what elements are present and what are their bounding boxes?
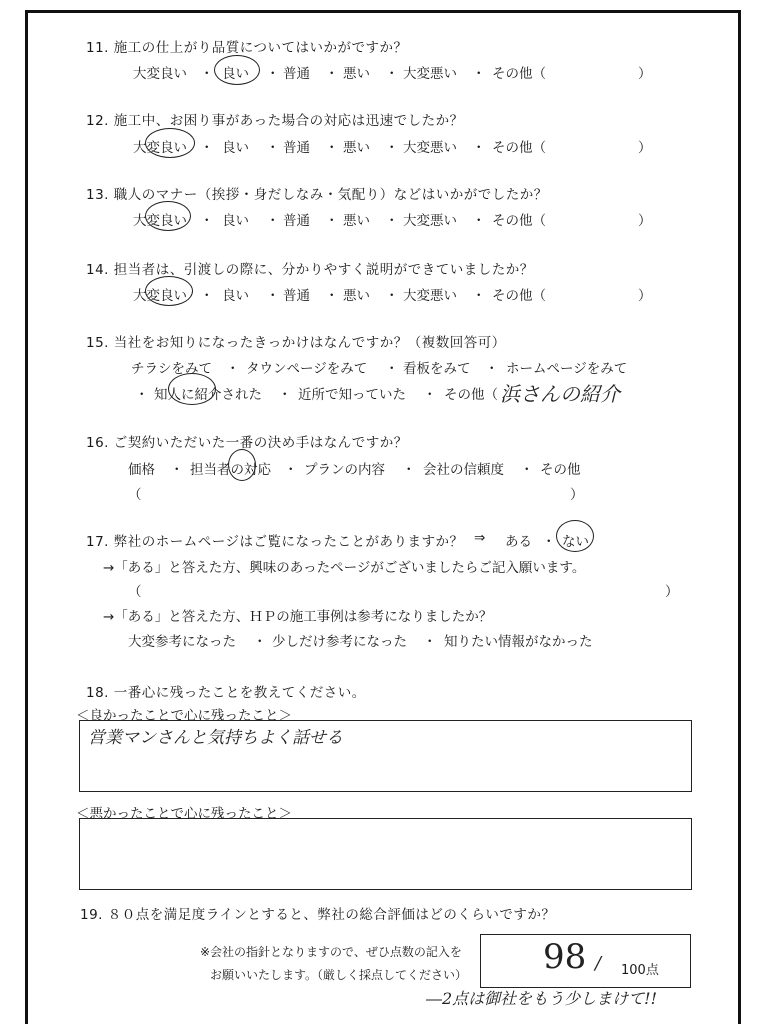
q12-option-very-good[interactable]: 大変良い: [133, 140, 187, 156]
q16-question: [86, 431, 408, 451]
q12-option-other[interactable]: その他（: [492, 140, 546, 156]
separator: ・: [135, 387, 149, 403]
q18-good-answer-box[interactable]: [79, 720, 692, 792]
q17-question: [86, 530, 464, 550]
separator: ・: [485, 361, 499, 377]
q16-option-plan[interactable]: プランの内容: [304, 462, 385, 478]
separator: ・: [472, 288, 486, 304]
q14-option-bad[interactable]: 悪い: [343, 288, 370, 304]
q11-text: 施工の仕上がり品質についてはいかがですか？: [113, 40, 408, 56]
q11-option-bad[interactable]: 悪い: [343, 66, 370, 82]
separator: ・: [200, 140, 214, 156]
q15-number: 15.: [86, 335, 109, 351]
q17-selected-circle: [556, 520, 594, 552]
q18-number: 18.: [86, 685, 109, 701]
q11-number: 11.: [86, 40, 109, 56]
q12-question: [86, 109, 464, 129]
separator: ・: [472, 66, 486, 82]
separator: ・: [542, 534, 556, 550]
separator: ・: [402, 462, 416, 478]
separator: ・: [325, 288, 339, 304]
separator: ・: [385, 361, 399, 377]
separator: ・: [385, 213, 399, 229]
paren-close: ）: [638, 288, 652, 304]
q16-option-trust[interactable]: 会社の信頼度: [423, 462, 504, 478]
separator: ・: [385, 140, 399, 156]
q11-option-very-bad[interactable]: 大変悪い: [403, 66, 457, 82]
q15-option-nearby[interactable]: 近所で知っていた: [298, 387, 406, 403]
paren-close: ）: [638, 140, 652, 156]
separator: ・: [266, 213, 280, 229]
q13-number: 13.: [86, 187, 109, 203]
q15-selected-circle: [168, 373, 216, 405]
q12-option-very-bad[interactable]: 大変悪い: [403, 140, 457, 156]
q19-question: [80, 903, 555, 923]
paren-close: ）: [665, 584, 679, 600]
q15-option-flyer[interactable]: チラシをみて: [131, 361, 212, 377]
q17-option-slightly-helpful[interactable]: 少しだけ参考になった: [272, 634, 407, 650]
q17-sub1: →「ある」と答えた方、興味のあったページがございましたらご記入願います。: [103, 560, 586, 576]
separator: ・: [325, 140, 339, 156]
q14-option-very-bad[interactable]: 大変悪い: [403, 288, 457, 304]
q13-selected-circle: [145, 201, 191, 231]
q16-option-staff[interactable]: 担当者の対応: [190, 462, 271, 478]
q15-option-homepage[interactable]: ホームページをみて: [506, 361, 628, 377]
q11-option-good[interactable]: 良い: [222, 66, 249, 82]
q15-question: [86, 331, 506, 351]
q19-score-max: 100点: [621, 963, 659, 978]
separator: ・: [200, 213, 214, 229]
q17-sub2: →「ある」と答えた方、ＨＰの施工事例は参考になりましたか？: [103, 609, 493, 625]
q12-number: 12.: [86, 113, 109, 129]
q18-question: [86, 681, 366, 701]
separator: ・: [278, 387, 292, 403]
q19-score-value: 98: [543, 937, 587, 977]
paren-open: （: [128, 584, 142, 600]
q15-option-referral[interactable]: 知人に紹介された: [154, 387, 262, 403]
q17-option-no[interactable]: ない: [562, 534, 589, 550]
q19-note-line2: お願いいたします。（厳しく採点してください）: [210, 968, 468, 982]
q15-option-townpage[interactable]: タウンページをみて: [246, 361, 368, 377]
q14-option-good[interactable]: 良い: [222, 288, 249, 304]
q11-option-other[interactable]: その他（: [492, 66, 546, 82]
q19-number: 19.: [80, 907, 103, 923]
paren-open: （: [128, 487, 142, 503]
q11-option-very-good[interactable]: 大変良い: [133, 66, 187, 82]
separator: ・: [170, 462, 184, 478]
q15-text: 当社をお知りになったきっかけはなんですか？（複数回答可）: [113, 335, 506, 351]
separator: ・: [266, 66, 280, 82]
q14-selected-circle: [145, 276, 193, 306]
q16-option-other[interactable]: その他: [540, 462, 581, 478]
q13-option-bad[interactable]: 悪い: [343, 213, 370, 229]
q13-question: [86, 183, 548, 203]
q17-number: 17.: [86, 534, 109, 550]
q14-option-average[interactable]: 普通: [283, 288, 310, 304]
separator: ・: [253, 634, 267, 650]
q16-mark-circle: [228, 449, 256, 481]
q19-score-slash: /: [595, 953, 602, 974]
q13-option-other[interactable]: その他（: [492, 213, 546, 229]
q15-option-other[interactable]: その他（: [444, 387, 498, 403]
q16-text: ご契約いただいた一番の決め手はなんですか？: [113, 435, 408, 451]
separator: ・: [423, 387, 437, 403]
q12-option-good[interactable]: 良い: [222, 140, 249, 156]
q19-text: ８０点を満足度ラインとすると、弊社の総合評価はどのくらいですか？: [107, 907, 556, 923]
q12-selected-circle: [145, 128, 195, 158]
separator: ・: [472, 140, 486, 156]
separator: ・: [385, 288, 399, 304]
q16-number: 16.: [86, 435, 109, 451]
q17-arrow: ⇒: [474, 530, 486, 546]
separator: ・: [284, 462, 298, 478]
separator: ・: [520, 462, 534, 478]
q15-option-signboard[interactable]: 看板をみて: [403, 361, 471, 377]
separator: ・: [472, 213, 486, 229]
q14-text: 担当者は、引渡しの際に、分かりやすく説明ができていましたか？: [113, 262, 534, 278]
q14-number: 14.: [86, 262, 109, 278]
q11-option-average[interactable]: 普通: [283, 66, 310, 82]
q17-text: 弊社のホームページはご覧になったことがありますか？: [113, 534, 464, 550]
q12-text: 施工中、お困り事があった場合の対応は迅速でしたか？: [113, 113, 464, 129]
separator: ・: [266, 140, 280, 156]
q13-option-good[interactable]: 良い: [222, 213, 249, 229]
separator: ・: [226, 361, 240, 377]
separator: ・: [200, 66, 214, 82]
separator: ・: [385, 66, 399, 82]
q13-option-average[interactable]: 普通: [283, 213, 310, 229]
q13-option-very-bad[interactable]: 大変悪い: [403, 213, 457, 229]
separator: ・: [266, 288, 280, 304]
q19-note-line1: ※会社の指針となりますので、ぜひ点数の記入を: [200, 945, 462, 959]
q18-text: 一番心に残ったことを教えてください。: [113, 685, 366, 701]
q18-good-label: ＜良かったことで心に残ったこと＞: [76, 708, 292, 724]
q13-option-very-good[interactable]: 大変良い: [133, 213, 187, 229]
q17-option-yes[interactable]: ある: [505, 534, 532, 550]
paren-close: ）: [638, 66, 652, 82]
separator: ・: [200, 288, 214, 304]
paren-close: ）: [570, 487, 584, 503]
q17-option-not-helpful[interactable]: 知りたい情報がなかった: [444, 634, 593, 650]
q11-selected-circle: [214, 55, 260, 85]
separator: ・: [325, 213, 339, 229]
separator: ・: [423, 634, 437, 650]
q19-handwritten-note: ―2点は御社をもう少しまけて!!: [426, 989, 658, 1008]
separator: ・: [325, 66, 339, 82]
q13-text: 職人のマナー（挨拶・身だしなみ・気配り）などはいかがでしたか？: [113, 187, 548, 203]
q12-option-bad[interactable]: 悪い: [343, 140, 370, 156]
q14-option-other[interactable]: その他（: [492, 288, 546, 304]
q16-option-price[interactable]: 価格: [128, 462, 155, 478]
q18-good-handwritten: 営業マンさんと気持ちよく話せる: [88, 728, 343, 748]
q19-score-box[interactable]: [480, 934, 691, 988]
paren-close: ）: [638, 213, 652, 229]
q18-bad-label: ＜悪かったことで心に残ったこと＞: [76, 806, 292, 822]
q15-handwritten-answer[interactable]: 浜さんの紹介: [500, 382, 620, 406]
q11-question: [86, 36, 408, 56]
q17-option-very-helpful[interactable]: 大変参考になった: [128, 634, 236, 650]
q18-bad-answer-box[interactable]: [79, 818, 692, 890]
q14-option-very-good[interactable]: 大変良い: [133, 288, 187, 304]
q12-option-average[interactable]: 普通: [283, 140, 310, 156]
q14-question: [86, 258, 534, 278]
